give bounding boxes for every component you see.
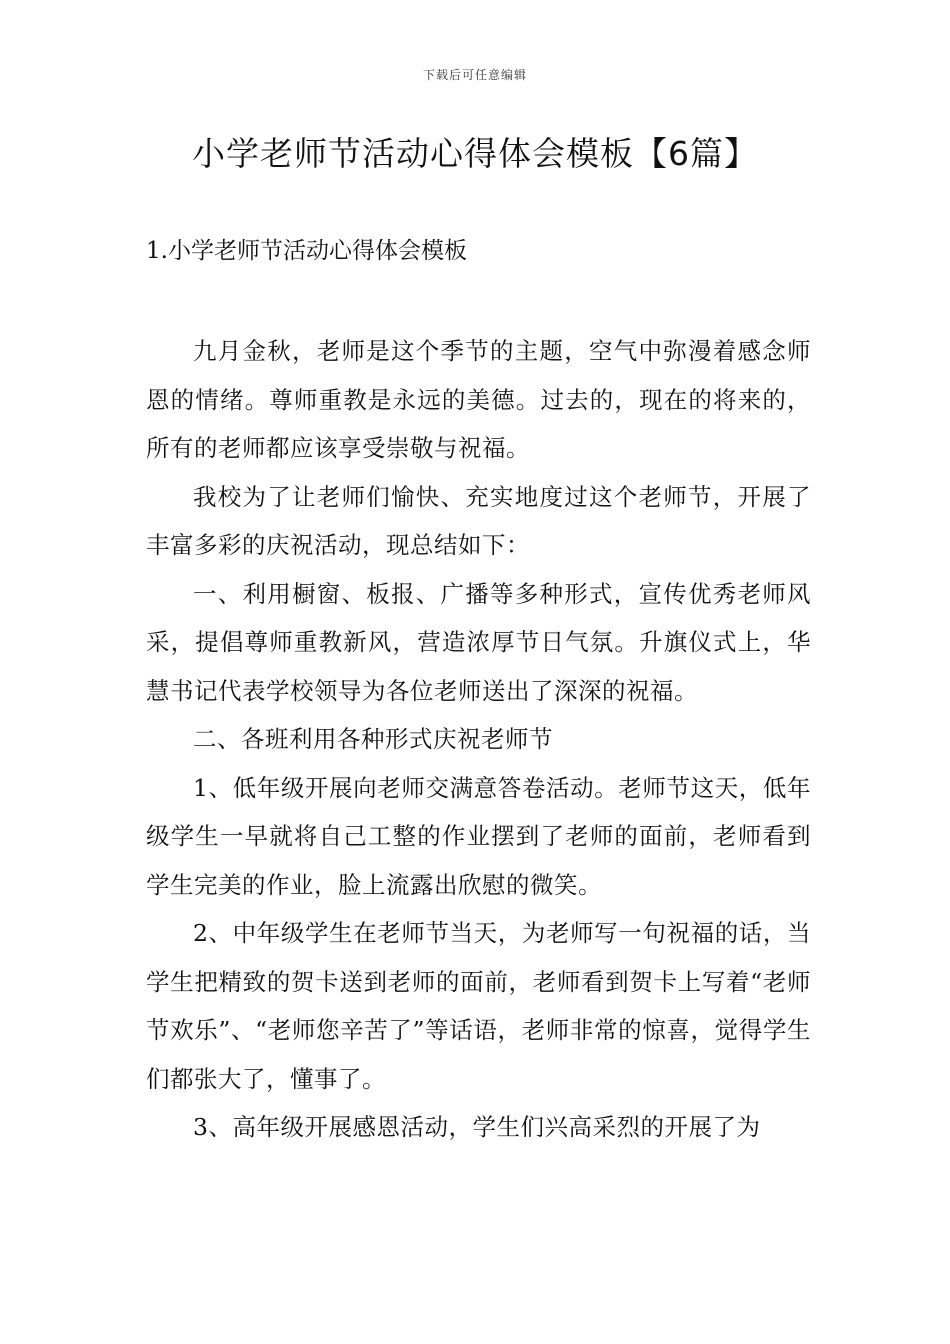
- paragraph: 一、利用橱窗、板报、广播等多种形式，宣传优秀老师风采，提倡尊师重教新风，营造浓厚节日气氛。升旗仪式上，华慧书记代表学校领导为各位老师送出了深深的祝福。: [146, 579, 811, 705]
- paragraph: 1、低年级开展向老师交满意答卷活动。老师节这天，低年级学生一早就将自己工整的作业摆到了老师的面前，老师看到学生完美的作业，脸上流露出欣慰的微笑。: [146, 773, 811, 899]
- paragraph: 我校为了让老师们愉快、充实地度过这个老师节，开展了丰富多彩的庆祝活动，现总结如下：: [146, 482, 811, 559]
- header-note: 下载后可任意编辑: [422, 68, 527, 82]
- paragraph: 3、高年级开展感恩活动，学生们兴高采烈的开展了为: [193, 1113, 761, 1141]
- paragraph: 二、各班利用各种形式庆祝老师节: [193, 725, 553, 753]
- document-body: [146, 327, 811, 1152]
- document-title: 小学老师节活动心得体会模板【6篇】: [192, 134, 758, 173]
- section-heading: 1.小学老师节活动心得体会模板: [146, 238, 467, 264]
- paragraph: 九月金秋，老师是这个季节的主题，空气中弥漫着感念师恩的情绪。尊师重教是永远的美德。过去的，现在的将来的，所有的老师都应该享受崇敬与祝福。: [146, 337, 811, 462]
- paragraph: 2、中年级学生在老师节当天，为老师写一句祝福的话，当学生把精致的贺卡送到老师的面前，老师看到贺卡上写着“老师节欢乐”、“老师您辛苦了”等话语，老师非常的惊喜，觉得学生们都张大了，懂事了。: [146, 919, 811, 1093]
